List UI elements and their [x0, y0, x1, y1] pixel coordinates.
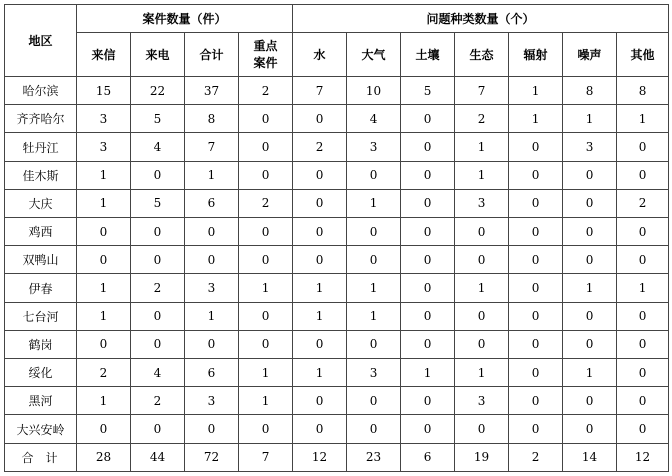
value-cell: 22 [131, 77, 185, 105]
value-cell: 37 [185, 77, 239, 105]
value-cell: 72 [185, 443, 239, 471]
value-cell: 1 [455, 133, 509, 161]
value-cell: 0 [185, 415, 239, 443]
value-cell: 1 [239, 387, 293, 415]
value-cell: 5 [401, 77, 455, 105]
value-cell: 1 [293, 302, 347, 330]
value-cell: 6 [185, 359, 239, 387]
table-row [5, 415, 669, 443]
value-cell: 28 [77, 443, 131, 471]
value-cell: 0 [347, 387, 401, 415]
table-row [5, 77, 669, 105]
value-cell: 0 [239, 246, 293, 274]
table-row [5, 387, 669, 415]
value-cell: 23 [347, 443, 401, 471]
region-cell: 合计 [5, 443, 77, 471]
value-cell: 0 [239, 105, 293, 133]
case-statistics-table [4, 4, 669, 472]
value-cell: 1 [455, 161, 509, 189]
value-cell: 0 [401, 105, 455, 133]
table-row [5, 105, 669, 133]
value-cell: 0 [131, 218, 185, 246]
value-cell: 0 [401, 330, 455, 358]
header-row-columns [5, 33, 669, 77]
value-cell: 0 [455, 415, 509, 443]
value-cell: 1 [77, 387, 131, 415]
region-cell: 伊春 [5, 274, 77, 302]
value-cell: 1 [185, 302, 239, 330]
value-cell: 44 [131, 443, 185, 471]
table-row [5, 218, 669, 246]
column-header: 重点 案件 [239, 33, 293, 77]
value-cell: 2 [617, 189, 669, 217]
region-cell: 七台河 [5, 302, 77, 330]
value-cell: 1 [77, 302, 131, 330]
value-cell: 3 [455, 189, 509, 217]
column-header: 来电 [131, 33, 185, 77]
column-header: 噪声 [563, 33, 617, 77]
region-cell: 鸡西 [5, 218, 77, 246]
value-cell: 1 [563, 359, 617, 387]
column-header: 大气 [347, 33, 401, 77]
value-cell: 1 [509, 77, 563, 105]
value-cell: 0 [401, 246, 455, 274]
value-cell: 0 [617, 415, 669, 443]
value-cell: 7 [455, 77, 509, 105]
value-cell: 4 [131, 133, 185, 161]
value-cell: 0 [347, 161, 401, 189]
value-cell: 1 [347, 189, 401, 217]
value-cell: 0 [401, 133, 455, 161]
value-cell: 3 [77, 105, 131, 133]
value-cell: 0 [185, 218, 239, 246]
value-cell: 1 [455, 274, 509, 302]
value-cell: 0 [563, 387, 617, 415]
value-cell: 0 [617, 246, 669, 274]
value-cell: 1 [347, 302, 401, 330]
table-body [5, 77, 669, 472]
value-cell: 0 [617, 133, 669, 161]
table-row [5, 330, 669, 358]
value-cell: 12 [293, 443, 347, 471]
value-cell: 0 [509, 274, 563, 302]
value-cell: 0 [401, 387, 455, 415]
value-cell: 2 [131, 274, 185, 302]
value-cell: 3 [185, 274, 239, 302]
value-cell: 0 [293, 218, 347, 246]
region-cell: 鹤岗 [5, 330, 77, 358]
value-cell: 1 [239, 359, 293, 387]
value-cell: 0 [563, 330, 617, 358]
table-row [5, 189, 669, 217]
value-cell: 3 [185, 387, 239, 415]
value-cell: 0 [455, 246, 509, 274]
value-cell: 0 [455, 302, 509, 330]
region-cell: 大兴安岭 [5, 415, 77, 443]
value-cell: 0 [563, 218, 617, 246]
value-cell: 1 [347, 274, 401, 302]
value-cell: 0 [617, 161, 669, 189]
table-row [5, 246, 669, 274]
value-cell: 0 [293, 415, 347, 443]
region-cell: 大庆 [5, 189, 77, 217]
table-row [5, 161, 669, 189]
value-cell: 0 [239, 133, 293, 161]
value-cell: 1 [509, 105, 563, 133]
value-cell: 0 [347, 330, 401, 358]
value-cell: 1 [293, 359, 347, 387]
region-cell: 牡丹江 [5, 133, 77, 161]
value-cell: 0 [77, 246, 131, 274]
value-cell: 0 [617, 218, 669, 246]
value-cell: 1 [293, 274, 347, 302]
value-cell: 12 [617, 443, 669, 471]
value-cell: 7 [185, 133, 239, 161]
value-cell: 0 [293, 189, 347, 217]
value-cell: 8 [617, 77, 669, 105]
value-cell: 10 [347, 77, 401, 105]
value-cell: 3 [347, 133, 401, 161]
value-cell: 2 [509, 443, 563, 471]
column-header: 来信 [77, 33, 131, 77]
value-cell: 1 [455, 359, 509, 387]
value-cell: 5 [131, 105, 185, 133]
value-cell: 3 [455, 387, 509, 415]
value-cell: 0 [239, 330, 293, 358]
value-cell: 0 [401, 189, 455, 217]
value-cell: 0 [185, 246, 239, 274]
value-cell: 0 [239, 302, 293, 330]
value-cell: 2 [293, 133, 347, 161]
value-cell: 0 [617, 302, 669, 330]
value-cell: 5 [131, 189, 185, 217]
value-cell: 1 [77, 274, 131, 302]
value-cell: 0 [293, 161, 347, 189]
value-cell: 0 [401, 415, 455, 443]
value-cell: 0 [509, 133, 563, 161]
value-cell: 0 [401, 302, 455, 330]
table-row [5, 359, 669, 387]
value-cell: 0 [509, 161, 563, 189]
value-cell: 0 [239, 415, 293, 443]
region-header: 地区 [5, 5, 77, 77]
value-cell: 0 [185, 330, 239, 358]
value-cell: 0 [131, 246, 185, 274]
column-header: 水 [293, 33, 347, 77]
total-row [5, 443, 669, 471]
value-cell: 2 [77, 359, 131, 387]
region-cell: 双鸭山 [5, 246, 77, 274]
value-cell: 3 [77, 133, 131, 161]
value-cell: 0 [401, 274, 455, 302]
value-cell: 0 [293, 387, 347, 415]
value-cell: 0 [617, 359, 669, 387]
table-row [5, 274, 669, 302]
value-cell: 0 [239, 161, 293, 189]
column-header: 辐射 [509, 33, 563, 77]
value-cell: 1 [77, 161, 131, 189]
value-cell: 0 [617, 330, 669, 358]
value-cell: 0 [617, 387, 669, 415]
value-cell: 0 [509, 415, 563, 443]
value-cell: 0 [77, 218, 131, 246]
column-header: 其他 [617, 33, 669, 77]
value-cell: 0 [347, 218, 401, 246]
value-cell: 0 [347, 415, 401, 443]
value-cell: 0 [563, 246, 617, 274]
value-cell: 8 [563, 77, 617, 105]
value-cell: 7 [239, 443, 293, 471]
value-cell: 15 [77, 77, 131, 105]
value-cell: 0 [509, 246, 563, 274]
value-cell: 2 [455, 105, 509, 133]
value-cell: 0 [563, 161, 617, 189]
header-row-groups [5, 5, 669, 33]
value-cell: 0 [563, 189, 617, 217]
value-cell: 14 [563, 443, 617, 471]
value-cell: 0 [131, 330, 185, 358]
value-cell: 0 [509, 189, 563, 217]
value-cell: 7 [293, 77, 347, 105]
value-cell: 1 [563, 105, 617, 133]
region-cell: 绥化 [5, 359, 77, 387]
value-cell: 0 [293, 105, 347, 133]
value-cell: 0 [401, 161, 455, 189]
value-cell: 0 [563, 415, 617, 443]
value-cell: 0 [509, 330, 563, 358]
value-cell: 6 [185, 189, 239, 217]
value-cell: 0 [401, 218, 455, 246]
value-cell: 0 [77, 330, 131, 358]
problem-type-group-header: 问题种类数量（个） [293, 5, 669, 33]
value-cell: 0 [239, 218, 293, 246]
value-cell: 6 [401, 443, 455, 471]
value-cell: 0 [509, 302, 563, 330]
value-cell: 1 [617, 274, 669, 302]
table-row [5, 302, 669, 330]
value-cell: 0 [509, 218, 563, 246]
region-cell: 佳木斯 [5, 161, 77, 189]
value-cell: 1 [185, 161, 239, 189]
value-cell: 3 [347, 359, 401, 387]
value-cell: 0 [455, 330, 509, 358]
table-row [5, 133, 669, 161]
value-cell: 8 [185, 105, 239, 133]
value-cell: 2 [239, 77, 293, 105]
value-cell: 0 [131, 302, 185, 330]
value-cell: 0 [455, 218, 509, 246]
column-header: 合计 [185, 33, 239, 77]
value-cell: 1 [239, 274, 293, 302]
value-cell: 1 [77, 189, 131, 217]
value-cell: 0 [131, 161, 185, 189]
column-header: 生态 [455, 33, 509, 77]
column-header: 土壤 [401, 33, 455, 77]
value-cell: 0 [563, 302, 617, 330]
value-cell: 2 [239, 189, 293, 217]
value-cell: 0 [509, 359, 563, 387]
value-cell: 0 [347, 246, 401, 274]
region-cell: 哈尔滨 [5, 77, 77, 105]
case-count-group-header: 案件数量（件） [77, 5, 293, 33]
value-cell: 2 [131, 387, 185, 415]
value-cell: 0 [293, 330, 347, 358]
value-cell: 0 [77, 415, 131, 443]
value-cell: 0 [293, 246, 347, 274]
value-cell: 1 [401, 359, 455, 387]
value-cell: 1 [617, 105, 669, 133]
value-cell: 0 [509, 387, 563, 415]
value-cell: 0 [131, 415, 185, 443]
value-cell: 3 [563, 133, 617, 161]
value-cell: 4 [347, 105, 401, 133]
value-cell: 4 [131, 359, 185, 387]
value-cell: 19 [455, 443, 509, 471]
region-cell: 黑河 [5, 387, 77, 415]
region-cell: 齐齐哈尔 [5, 105, 77, 133]
value-cell: 1 [563, 274, 617, 302]
